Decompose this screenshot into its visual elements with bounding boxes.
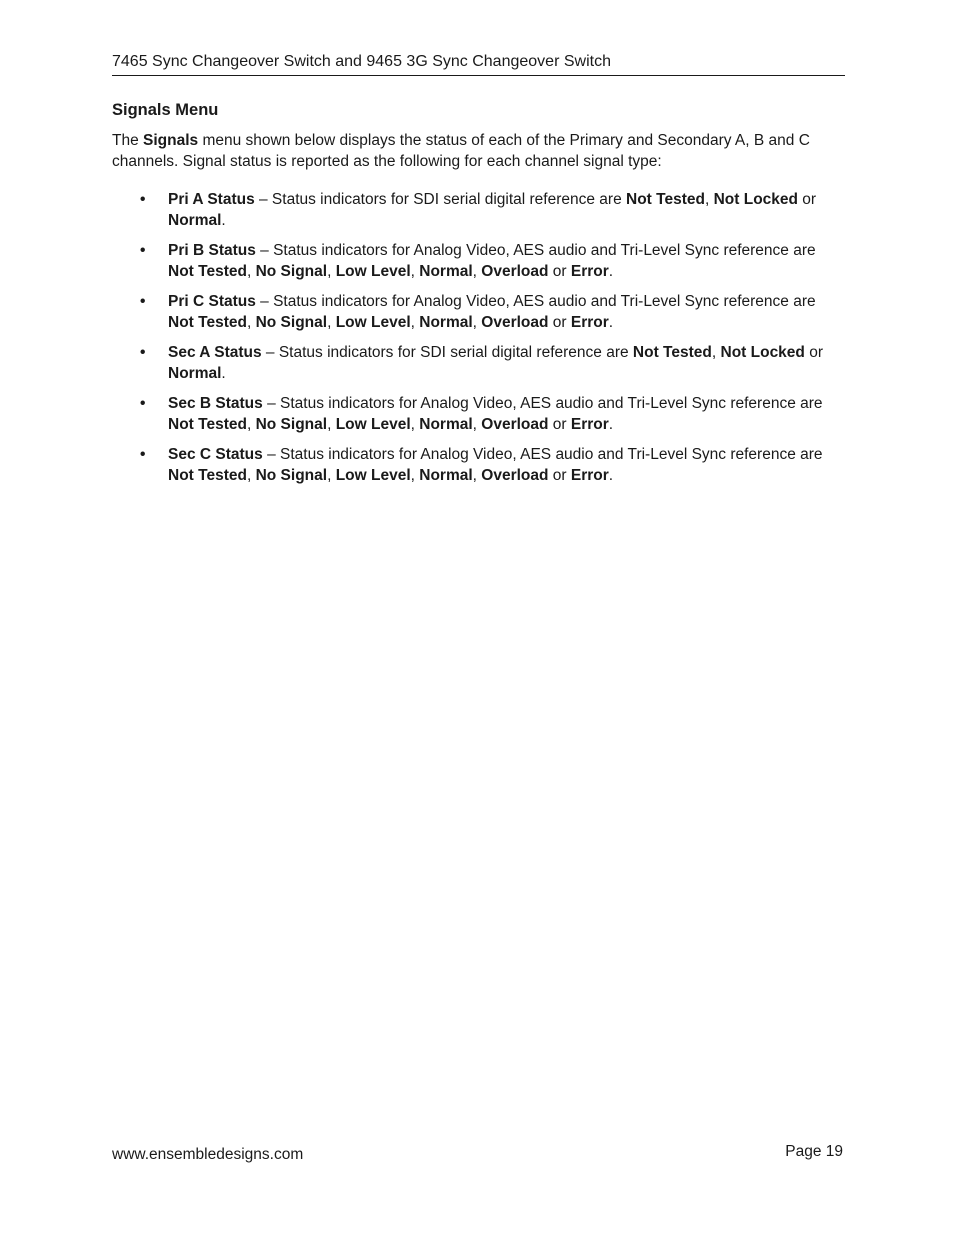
terminator: . [608,314,614,331]
status-label: Sec B Status [168,395,263,412]
status-value: Error [570,314,609,331]
status-desc: – Status indicators for Analog Video, AES audio and Tri-Level Sync reference are [262,395,823,412]
status-label: Pri C Status [168,293,256,310]
status-value: Overload [481,263,549,280]
header-rule [112,75,845,76]
status-value: Normal [419,467,473,484]
separator: , [246,263,256,280]
status-item-pri-a [112,189,847,231]
status-item-sec-c [112,444,847,486]
separator: or [548,314,571,331]
bullet: • [140,446,146,463]
separator: , [704,191,714,208]
status-value: Not Locked [720,344,805,361]
running-header: 7465 Sync Changeover Switch and 9465 3G Sync Changeover Switch [112,53,611,70]
intro-line2: channels. Signal status is reported as the following for each channel signal type: [112,153,662,170]
status-value: Normal [168,212,222,229]
status-label: Sec C Status [168,446,263,463]
status-desc: – Status indicators for Analog Video, AES audio and Tri-Level Sync reference are [255,293,816,310]
page-number: Page 19 [785,1143,843,1160]
status-label: Sec A Status [168,344,262,361]
bullet: • [140,191,146,208]
status-value: Normal [168,365,222,382]
status-item-sec-a [112,342,847,384]
separator: , [472,416,482,433]
bullet: • [140,395,146,412]
intro-line1-rest: menu shown below displays the status of each of the Primary and Secondary A, B and C [198,132,810,149]
terminator: . [608,467,614,484]
separator: , [410,467,420,484]
separator: , [327,314,336,331]
status-value: Overload [481,314,549,331]
separator: , [246,314,256,331]
status-value: Error [570,467,609,484]
status-value: Not Tested [168,467,247,484]
status-value: Error [570,263,609,280]
separator: , [410,314,420,331]
intro-menu-name: Signals [143,132,199,149]
separator: , [327,467,336,484]
bullet: • [140,344,146,361]
status-value: Not Tested [168,314,247,331]
footer-url[interactable]: www.ensembledesigns.com [112,1146,304,1163]
status-value: No Signal [255,467,328,484]
separator: , [472,263,482,280]
status-list [112,189,847,495]
separator: or [548,263,571,280]
terminator: . [221,212,226,229]
separator: , [410,263,420,280]
separator: or [548,416,571,433]
separator: or [804,344,823,361]
status-desc: – Status indicators for Analog Video, AES audio and Tri-Level Sync reference are [255,242,816,259]
terminator: . [221,365,226,382]
separator: or [548,467,571,484]
status-value: Normal [419,263,473,280]
intro-pre: The [112,132,144,149]
separator: , [472,314,482,331]
status-desc: – Status indicators for SDI serial digital reference are [254,191,627,208]
separator: , [246,467,256,484]
status-value: Not Tested [168,263,247,280]
intro-paragraph [112,130,847,172]
separator: , [327,263,336,280]
status-item-pri-b [112,240,847,282]
status-value: Low Level [335,416,411,433]
status-value: Low Level [335,314,411,331]
section-heading: Signals Menu [112,101,219,119]
status-desc: – Status indicators for Analog Video, AES audio and Tri-Level Sync reference are [262,446,823,463]
separator: , [327,416,336,433]
bullet: • [140,242,146,259]
status-item-pri-c [112,291,847,333]
status-value: Low Level [335,467,411,484]
status-value: Low Level [335,263,411,280]
status-value: No Signal [255,263,328,280]
status-value: Normal [419,416,473,433]
separator: , [410,416,420,433]
status-value: No Signal [255,416,328,433]
status-value: Error [570,416,609,433]
status-value: Not Tested [626,191,705,208]
status-value: Not Locked [713,191,798,208]
status-value: Not Tested [168,416,247,433]
bullet: • [140,293,146,310]
status-value: Not Tested [632,344,712,361]
separator: , [711,344,721,361]
status-desc: – Status indicators for SDI serial digital reference are [261,344,633,361]
separator: , [472,467,482,484]
status-item-sec-b [112,393,847,435]
status-value: Normal [419,314,473,331]
status-value: Overload [481,416,549,433]
separator: , [246,416,256,433]
status-value: Overload [481,467,549,484]
terminator: . [608,263,614,280]
separator: or [798,191,817,208]
terminator: . [608,416,614,433]
status-label: Pri B Status [168,242,256,259]
status-value: No Signal [255,314,328,331]
status-label: Pri A Status [168,191,255,208]
